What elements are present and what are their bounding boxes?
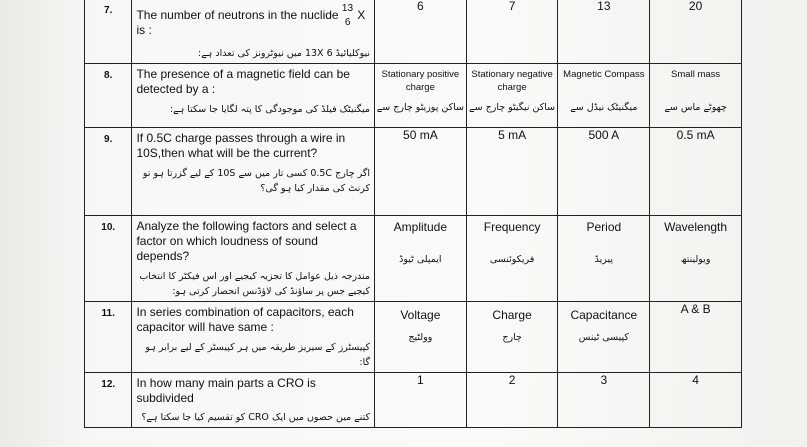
question-text-en: Analyze the following factors and select a factor on which loudness of sound depends? (136, 219, 357, 263)
question-text-en: In how many main parts a CRO is subdivided (136, 376, 316, 405)
option-a: 50 mA (375, 128, 467, 216)
option-d: 20 (650, 0, 742, 64)
option-c: Capacitance کپیسی ٹینس (558, 302, 650, 373)
option-a: Amplitude ایمپلی ٹیوڈ (375, 216, 467, 302)
question-number: 9. (85, 128, 132, 216)
question-text-en: The number of neutrons in the nuclide 13 6 X is : (136, 2, 366, 37)
option-d: 4 (650, 373, 742, 428)
option-c: 500 A (558, 128, 650, 216)
question-cell (132, 302, 375, 373)
question-number: 10. (85, 216, 132, 302)
question-number: 11. (85, 302, 132, 373)
question-row (85, 128, 742, 216)
option-c: Period پیریڈ (558, 216, 650, 302)
option-d: Wavelength ویولینتھ (650, 216, 742, 302)
question-number: 7. (85, 0, 132, 64)
question-row (85, 216, 742, 302)
question-text-en: The presence of a magnetic field can be detected by a : (136, 67, 350, 96)
question-cell (132, 128, 375, 216)
option-c: Magnetic Compass میگنیٹک نیڈل سے (558, 64, 650, 128)
question-cell (132, 0, 375, 64)
option-d: Small mass چھوٹے ماس سے (650, 64, 742, 128)
question-text-ur: مندرجہ ذیل عوامل کا تجزیہ کیجیے اور اس فیکٹر کا انتخاب کیجیے جس پر ساؤنڈ کی لاؤڈنس انحصار کرتی ہو: (139, 271, 370, 297)
question-row (85, 302, 742, 373)
question-cell (132, 373, 375, 428)
option-b: Stationary negative charge ساکن نیگیٹو چارج سے (466, 64, 558, 128)
option-b: Charge چارج (466, 302, 558, 373)
option-a: 6 (375, 0, 467, 64)
nuclide-notation: 13 6 (341, 2, 354, 28)
question-row (85, 373, 742, 428)
option-a: 1 (375, 373, 467, 428)
question-text-ur: کتنے مین حصوں میں ایک CRO کو تقسیم کیا جا سکتا ہے؟ (141, 412, 370, 423)
option-a: Voltage وولٹیج (375, 302, 467, 373)
option-b: 5 mA (466, 128, 558, 216)
option-c: 13 (558, 0, 650, 64)
question-row (85, 64, 742, 128)
question-text-ur: نیوکلیائیڈ 13X 6 میں نیوٹرونز کی تعداد ہے: (198, 48, 370, 59)
option-d: 0.5 mA (650, 128, 742, 216)
question-text-ur: اگر چارج 0.5C کسی تار میں سے 10S کے لیے گزرتا ہو تو کرنٹ کی مقدار کیا ہو گی؟ (142, 168, 370, 194)
option-d: A & B (650, 302, 742, 373)
question-text-ur: کپیسٹرز کے سیریز طریقہ میں ہر کپیسٹر کے لیے برابر ہو گا: (145, 342, 370, 368)
question-text-en: If 0.5C charge passes through a wire in 10S,then what will be the current? (136, 131, 346, 160)
question-row (85, 0, 742, 64)
question-text-en: In series combination of capacitors, each capacitor will have same : (136, 305, 354, 334)
question-text-ur: میگنیٹک فیلڈ کی موجودگی کا پتہ لگایا جا سکتا ہے: (169, 104, 370, 115)
option-c: 3 (558, 373, 650, 428)
option-a: Stationary positive charge ساکن پوزیٹو چارج سے (375, 64, 467, 128)
question-number: 8. (85, 64, 132, 128)
option-b: 7 (466, 0, 558, 64)
question-cell (132, 64, 375, 128)
question-cell (132, 216, 375, 302)
mcq-table (84, 0, 742, 428)
option-b: Frequency فریکوئنسی (466, 216, 558, 302)
option-b: 2 (466, 373, 558, 428)
question-number: 12. (85, 373, 132, 428)
